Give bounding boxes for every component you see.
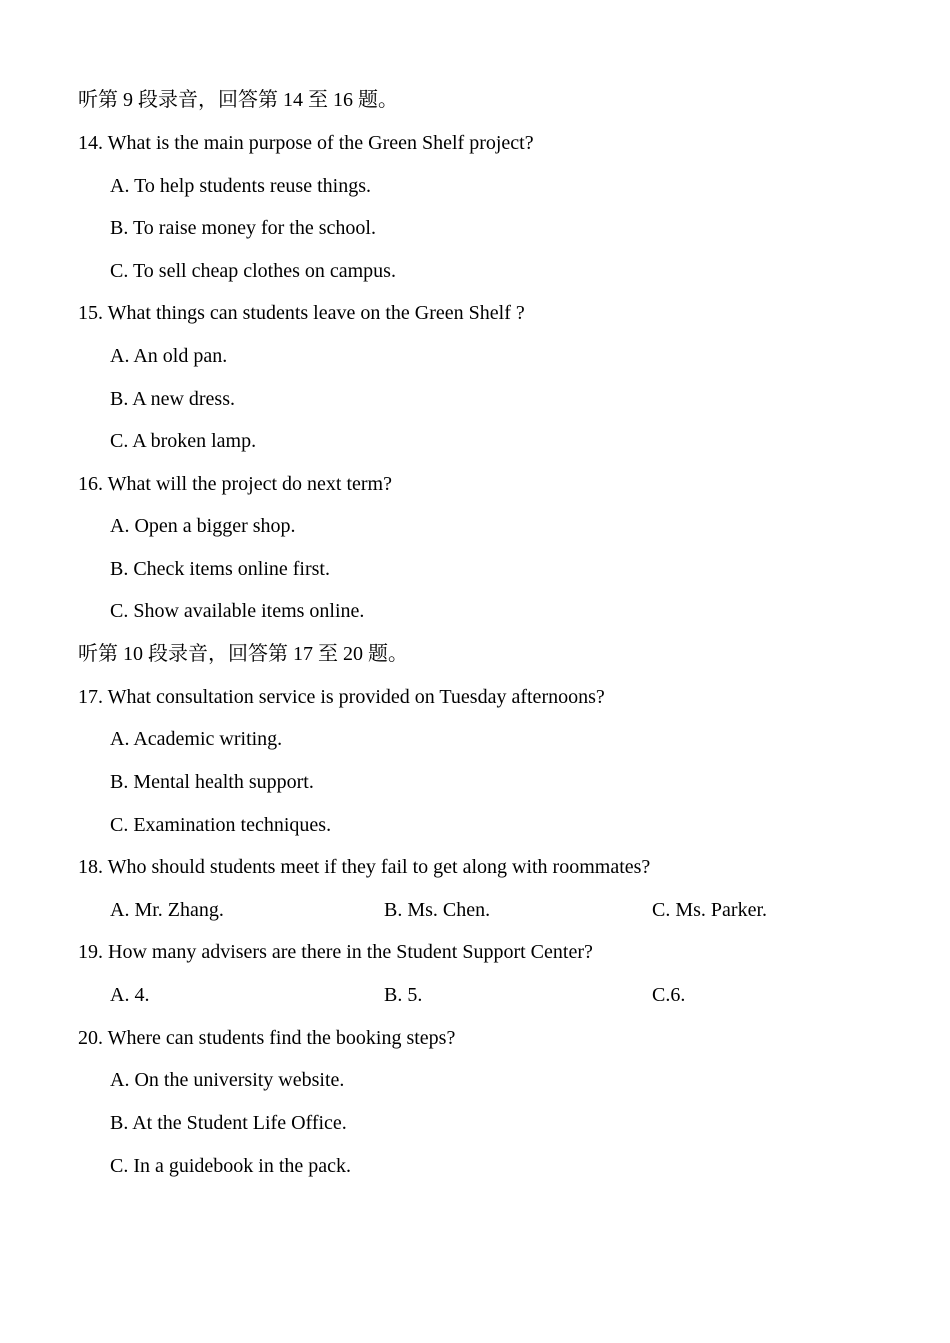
question-16-stem: 16. What will the project do next term? xyxy=(78,473,392,495)
question-17-stem: 17. What consultation service is provided on Tuesday afternoons? xyxy=(78,686,605,708)
question-20-option-a: A. On the university website. xyxy=(110,1069,345,1091)
question-18-option-c: C. Ms. Parker. xyxy=(652,899,767,921)
question-19-option-b: B. 5. xyxy=(384,984,423,1006)
question-15-option-a: A. An old pan. xyxy=(110,345,228,367)
question-14-option-c: C. To sell cheap clothes on campus. xyxy=(110,260,396,282)
question-15-option-c: C. A broken lamp. xyxy=(110,430,257,452)
question-20-option-b: B. At the Student Life Office. xyxy=(110,1112,347,1134)
question-19-options xyxy=(0,983,950,1007)
question-16-option-a: A. Open a bigger shop. xyxy=(110,515,296,537)
question-16-option-b: B. Check items online first. xyxy=(110,558,330,580)
question-15-option-b: B. A new dress. xyxy=(110,388,235,410)
question-14-option-a: A. To help students reuse things. xyxy=(110,175,371,197)
question-19-option-a: A. 4. xyxy=(110,984,150,1006)
question-19-stem: 19. How many advisers are there in the Student Support Center? xyxy=(78,941,593,963)
question-17-option-a: A. Academic writing. xyxy=(110,728,283,750)
question-20-stem: 20. Where can students find the booking steps? xyxy=(78,1027,456,1049)
question-18-option-a: A. Mr. Zhang. xyxy=(110,899,224,921)
section-9-header: 听第 9 段录音，回答第 14 至 16 题。 xyxy=(78,89,398,111)
question-20-option-c: C. In a guidebook in the pack. xyxy=(110,1155,352,1177)
question-17-option-b: B. Mental health support. xyxy=(110,771,314,793)
question-14-option-b: B. To raise money for the school. xyxy=(110,217,376,239)
question-18-options xyxy=(0,898,950,922)
section-10-header: 听第 10 段录音，回答第 17 至 20 题。 xyxy=(78,643,408,665)
question-18-option-b: B. Ms. Chen. xyxy=(384,899,491,921)
question-15-stem: 15. What things can students leave on the Green Shelf ? xyxy=(78,302,525,324)
question-16-option-c: C. Show available items online. xyxy=(110,600,365,622)
question-19-option-c: C.6. xyxy=(652,984,686,1006)
question-14-stem: 14. What is the main purpose of the Green Shelf project? xyxy=(78,132,534,154)
question-18-stem: 18. Who should students meet if they fail to get along with roommates? xyxy=(78,856,651,878)
question-17-option-c: C. Examination techniques. xyxy=(110,814,332,836)
